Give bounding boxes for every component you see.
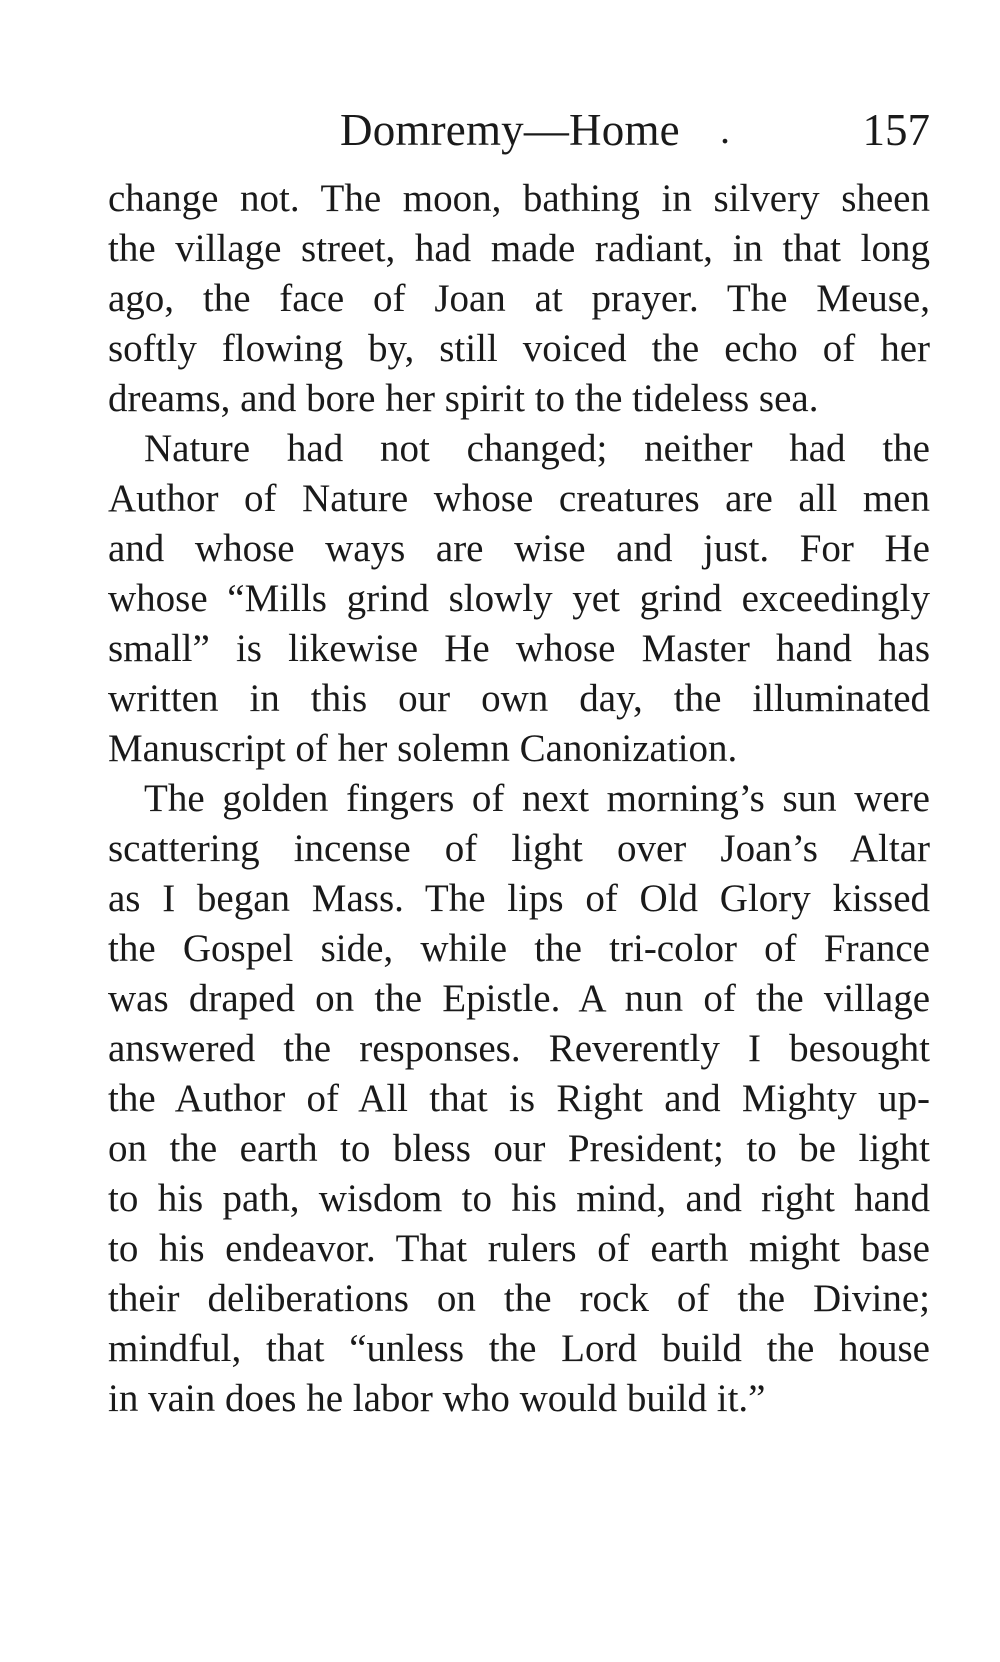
text-line: ago, the face of Joan at prayer. The Meuse,	[108, 277, 930, 320]
body-text	[108, 174, 930, 1424]
running-head-title: Domremy—Home	[340, 105, 680, 155]
text-line: Nature had not changed; neither had the	[144, 427, 930, 470]
text-line: the Gospel side, while the tri-color of France	[108, 927, 930, 970]
text-line: scattering incense of light over Joan’s Altar	[108, 827, 930, 870]
text-line: written in this our own day, the illuminated	[108, 677, 930, 720]
running-head	[108, 100, 930, 160]
text-line: to his endeavor. That rulers of earth might base	[108, 1227, 930, 1270]
text-line: was draped on the Epistle. A nun of the village	[108, 977, 930, 1020]
running-head-separator: .	[720, 107, 730, 152]
text-line: Manuscript of her solemn Canonization.	[108, 727, 738, 770]
text-line: softly flowing by, still voiced the echo of her	[108, 327, 930, 370]
text-line: and whose ways are wise and just. For He	[108, 527, 930, 570]
text-line: answered the responses. Reverently I besought	[108, 1027, 930, 1070]
text-line: their deliberations on the rock of the Divine;	[108, 1277, 930, 1320]
text-line: the Author of All that is Right and Mighty up-	[108, 1077, 930, 1120]
text-line: as I began Mass. The lips of Old Glory kissed	[108, 877, 930, 920]
text-line: whose “Mills grind slowly yet grind exceedingly	[108, 577, 930, 620]
paragraph-3	[108, 774, 930, 1424]
paragraph-1	[108, 174, 930, 424]
text-line: The golden fingers of next morning’s sun were	[144, 777, 930, 820]
text-line: change not. The moon, bathing in silvery sheen	[108, 177, 930, 220]
text-line: mindful, that “unless the Lord build the house	[108, 1327, 930, 1370]
text-line: on the earth to bless our President; to be light	[108, 1127, 930, 1170]
page-number: 157	[862, 105, 930, 155]
text-line: in vain does he labor who would build it.”	[108, 1377, 766, 1420]
text-line: to his path, wisdom to his mind, and right hand	[108, 1177, 930, 1220]
text-line: small” is likewise He whose Master hand has	[108, 627, 930, 670]
text-line: dreams, and bore her spirit to the tideless sea.	[108, 377, 819, 420]
paragraph-2	[108, 424, 930, 774]
text-line: Author of Nature whose creatures are all men	[108, 477, 930, 520]
text-line: the village street, had made radiant, in that long	[108, 227, 930, 270]
